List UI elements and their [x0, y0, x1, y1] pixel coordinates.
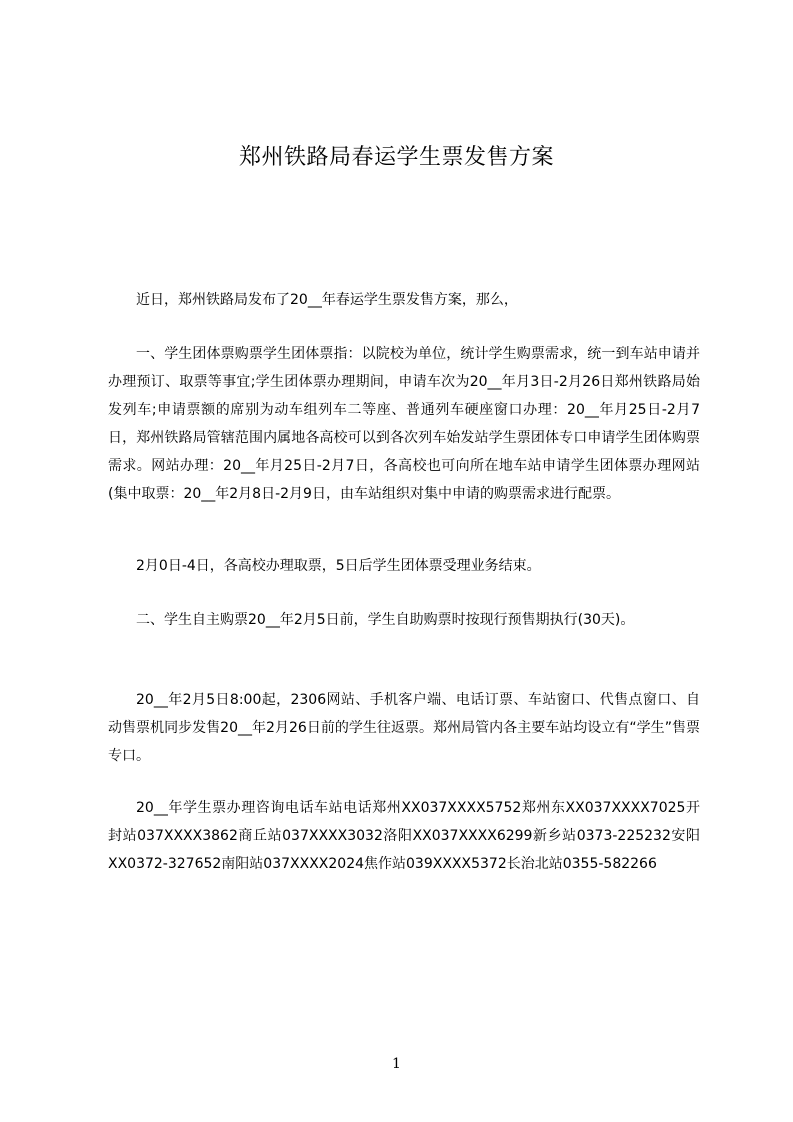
page-number: 1: [392, 1056, 401, 1072]
paragraph-hotlines: 20__年学生票办理咨询电话车站电话郑州XX037XXXX5752郑州东XX037XXXX7025开封站037XXXX3862商丘站037XXXX3032洛阳XX037XXXX6299新乡站0373-225232安阳XX0372-327652南阳站037XXXX2024焦作站039XXXX5372长治北站0355-582266: [108, 800, 700, 872]
document-title: 郑州铁路局春运学生票发售方案: [238, 145, 554, 170]
paragraph-pickup: 2月0日-4日，各高校办理取票，5日后学生团体票受理业务结束。: [136, 558, 541, 574]
paragraph-group-tickets: 一、学生团体票购票学生团体票指：以院校为单位，统计学生购票需求，统一到车站申请并办理预订、取票等事宜;学生团体票办理期间，申请车次为20__年月3日-2月26日郑州铁路局始发列车;申请票额的席别为动车组列车二等座、普通列车硬座窗口办理：20__年月25日-2月7日，郑州铁路局管辖范围内属地各高校可以到各次列车始发站学生票团体专口申请学生团体购票需求。网站办理：20__年月25日-2月7日，各高校也可向所在地车站申请学生团体票办理网站(集中取票：20__年2月8日-2月9日，由车站组织对集中申请的购票需求进行配票。: [108, 346, 700, 502]
paragraph-intro: 近日，郑州铁路局发布了20__年春运学生票发售方案，那么，: [136, 292, 518, 308]
paragraph-self-purchase: 二、学生自主购票20__年2月5日前，学生自助购票时按现行预售期执行(30天)。: [136, 612, 635, 628]
paragraph-sales-channels: 20__年2月5日8:00起，2306网站、手机客户端、电话订票、车站窗口、代售点窗口、自动售票机同步发售20__年2月26日前的学生往返票。郑州局管内各主要车站均设立有“学生”售票专口。: [108, 692, 700, 764]
